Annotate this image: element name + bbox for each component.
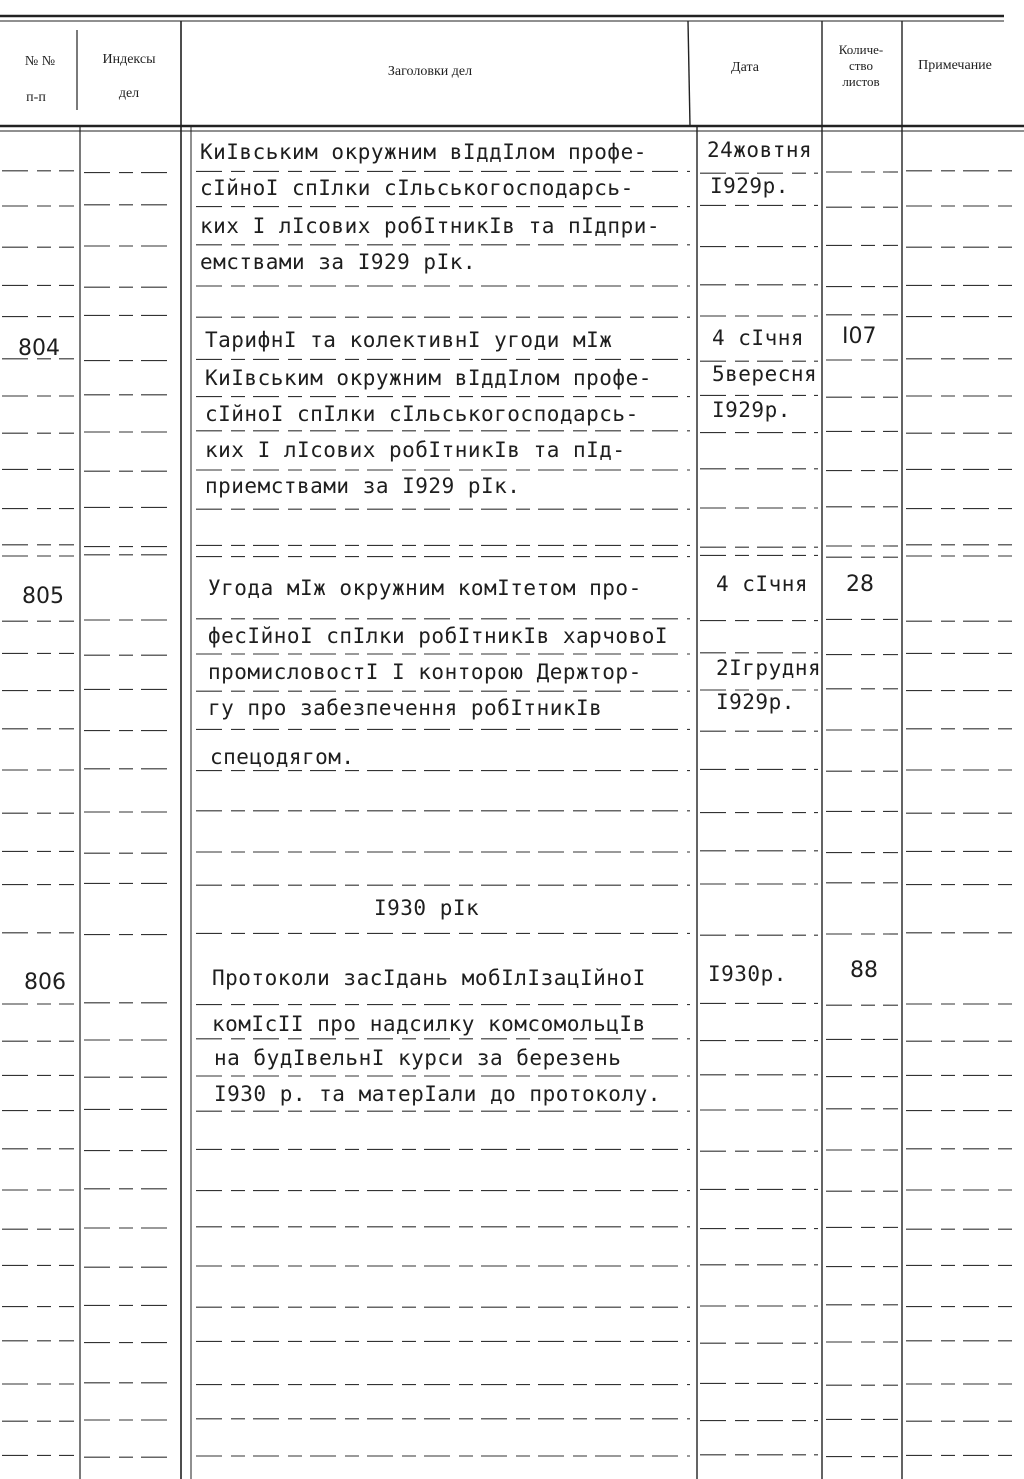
entry-title-line: ких I лIсових робIтникIв та пIд- [205, 438, 626, 462]
entry-date-line: 2Iгрудня [716, 656, 822, 680]
entry-date-line: 5вересня [712, 362, 818, 386]
entry-date-line: I930р. [708, 962, 787, 986]
year-heading: I930 рIк [374, 896, 480, 920]
entry-date-line: I929р. [712, 398, 791, 422]
entry-date-line: 24жовтня [707, 138, 813, 162]
entry-title-line: ТарифнI та колективнI угоди мIж [205, 328, 613, 352]
entry-title-line: фесIйноI спIлки робIтникIв харчовоI [208, 624, 669, 648]
col-sheets-header-2: ство [848, 58, 873, 73]
col-index-header-bottom: дел [118, 86, 140, 101]
entry-title-line: КиIвським окружним вIддIлом профе- [200, 140, 647, 164]
entry-title-line: приемствами за I929 рIк. [205, 474, 521, 498]
col-index-header-top: Индексы [102, 52, 156, 67]
entry-title-line: ких I лIсових робIтникIв та пIдпри- [200, 214, 661, 238]
entry-title-line: Угода мIж окружним комIтетом про- [208, 576, 642, 600]
col-sheets-header-3: листов [842, 74, 880, 89]
entry-date-line: 4 сIчня [712, 326, 805, 350]
entry-title-line: Протоколи засIдань мобIлIзацIйноI [212, 966, 646, 990]
entry-title-line: I930 р. та матерIали до протоколу. [214, 1082, 661, 1106]
entry-title-line: КиIвським окружним вIддIлом профе- [205, 366, 652, 390]
entry-number: 804 [18, 336, 60, 361]
col-date-header: Дата [731, 60, 759, 75]
col-sheets-header-1: Количе- [838, 42, 884, 57]
entry-title-line: комIсII про надсилку комсомольцIв [212, 1012, 646, 1036]
col-title-header: Заголовки дел [387, 64, 473, 79]
entry-title-line: сIйноI спIлки сIльськогосподарсь- [200, 176, 634, 200]
entry-title-line: спецодягом. [210, 745, 355, 769]
col-no-header-top: № № [24, 54, 56, 69]
entry-title-line: емствами за I929 рIк. [200, 250, 477, 274]
entry-title-line: промисловостI I конторою Держтор- [208, 660, 642, 684]
entry-date-line: I929р. [710, 174, 789, 198]
col-note-header: Примечание [918, 58, 992, 73]
entry-sheet-count: 28 [846, 572, 874, 597]
entry-sheet-count: I07 [842, 324, 877, 349]
entry-date-line: 4 сIчня [716, 572, 809, 596]
col-no-header-bottom: п-п [26, 90, 46, 105]
entry-number: 806 [24, 970, 66, 995]
entry-sheet-count: 88 [850, 958, 878, 983]
entry-title-line: сIйноI спIлки сIльськогосподарсь- [205, 402, 639, 426]
entry-number: 805 [22, 584, 64, 609]
entry-date-line: I929р. [716, 690, 795, 714]
entry-title-line: на будIвельнI курси за березень [214, 1046, 622, 1070]
entry-title-line: гу про забезпечення робIтникIв [208, 696, 603, 720]
